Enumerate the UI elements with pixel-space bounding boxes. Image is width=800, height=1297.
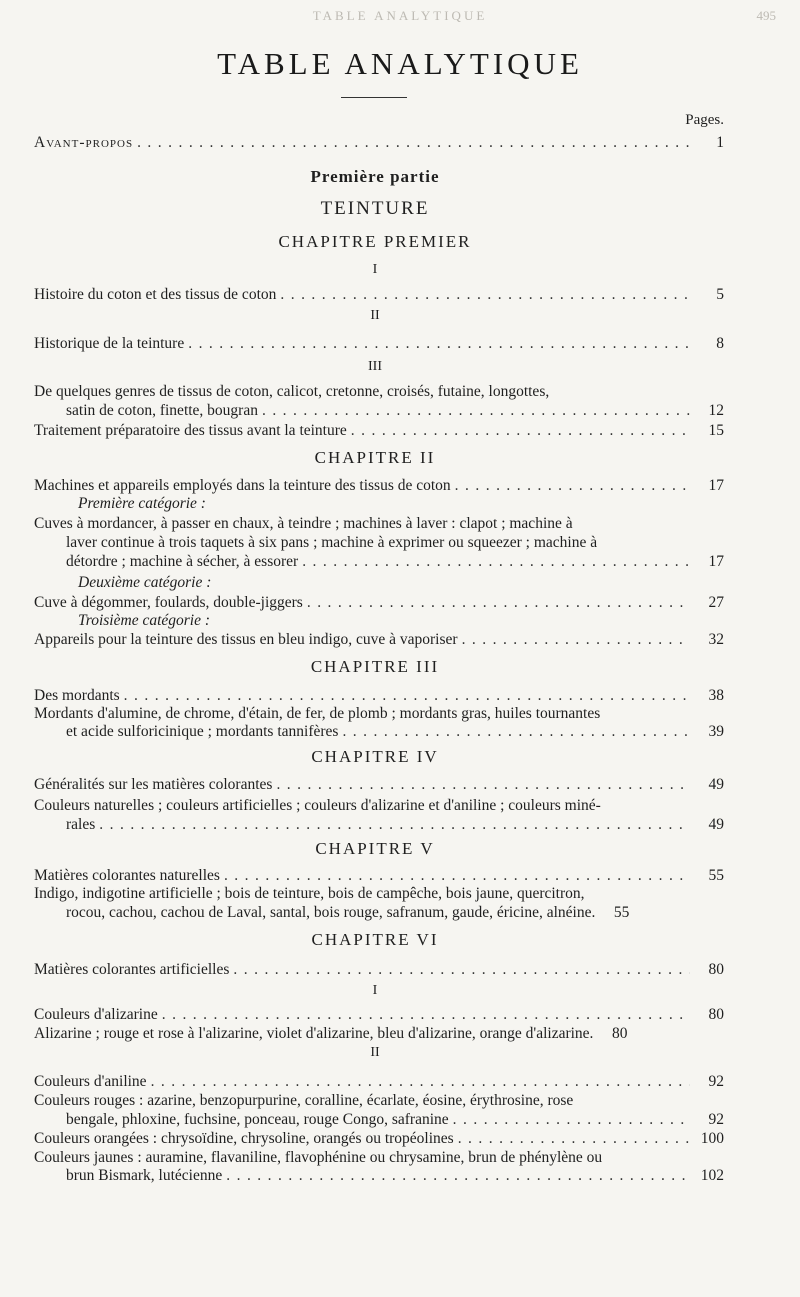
toc-entry	[34, 1005, 724, 1024]
toc-entry-text: rales	[66, 816, 96, 833]
toc-entry	[34, 476, 724, 495]
toc-entry-text: Couleurs orangées : chrysoïdine, chrysoline, orangés ou tropéolines	[34, 1130, 454, 1147]
toc-entry	[34, 421, 724, 440]
toc-entry	[34, 1072, 724, 1091]
subsection-number: II	[370, 308, 380, 323]
toc-entry-text: Histoire du coton et des tissus de coton	[34, 286, 277, 303]
toc-entry-avant-propos	[34, 133, 724, 152]
leader-dots	[276, 775, 690, 794]
leader-dots	[124, 686, 690, 705]
toc-entry-page: 17	[708, 477, 724, 494]
toc-entry-text: Machines et appareils employés dans la teinture des tissus de coton	[34, 477, 451, 494]
toc-entry-page: 12	[708, 402, 724, 419]
toc-entry-page: 55	[613, 904, 630, 921]
toc-entry-text: Historique de la teinture	[34, 335, 185, 352]
toc-entry-text: Matières colorantes naturelles	[34, 867, 220, 884]
toc-entry	[34, 866, 724, 885]
toc-entry-page: 1	[716, 134, 724, 151]
toc-entry	[66, 401, 724, 420]
leader-dots	[262, 401, 690, 420]
subsection-number: I	[372, 262, 378, 277]
toc-entry-page: 49	[708, 776, 724, 793]
toc-entry-page: 15	[708, 422, 724, 439]
leader-dots	[224, 866, 690, 885]
leader-dots	[226, 1166, 690, 1185]
chapter-heading: CHAPITRE IV	[311, 747, 439, 766]
page-title: TABLE ANALYTIQUE	[217, 46, 583, 81]
toc-entry-page: 5	[716, 286, 724, 303]
leader-dots	[151, 1072, 690, 1091]
leader-dots	[342, 722, 690, 741]
toc-entry-text: Des mordants	[34, 687, 120, 704]
toc-entry-text: Matières colorantes artificielles	[34, 961, 230, 978]
leader-dots	[462, 630, 690, 649]
category-heading: Première catégorie :	[78, 495, 206, 512]
leader-dots	[307, 593, 690, 612]
toc-entry-text: Indigo, indigotine artificielle ; bois de teinture, bois de campêche, bois jaune, quercitron,	[34, 885, 585, 902]
toc-entry-text: et acide sulforicinique ; mordants tannifères	[66, 723, 339, 740]
toc-entry-text: satin de coton, finette, bougran	[66, 402, 258, 419]
toc-entry-text: Traitement préparatoire des tissus avant la teinture	[34, 422, 347, 439]
toc-entry-page: 38	[708, 687, 724, 704]
toc-entry-text: Avant-propos	[34, 134, 134, 151]
toc-entry-page: 32	[708, 631, 724, 648]
leader-dots	[302, 552, 690, 571]
toc-entry-page: 39	[708, 723, 724, 740]
toc-entry-page: 92	[708, 1073, 724, 1090]
toc-entry	[66, 1166, 724, 1185]
chapter-heading: CHAPITRE VI	[311, 930, 439, 949]
toc-entry	[34, 285, 724, 304]
toc-entry-text: Mordants d'alumine, de chrome, d'étain, de fer, de plomb ; mordants gras, huiles tournantes	[34, 705, 601, 722]
category-heading: Troisième catégorie :	[78, 612, 211, 629]
toc-entry	[66, 1110, 724, 1129]
subsection-number: II	[370, 1045, 380, 1060]
toc-entry	[34, 1024, 724, 1043]
toc-entry-text: Cuve à dégommer, foulards, double-jiggers	[34, 594, 303, 611]
leader-dots	[162, 1005, 690, 1024]
toc-entry-page: 100	[700, 1130, 724, 1147]
toc-entry-text: laver continue à trois taquets à six pans ; machine à exprimer ou squeezer ; machine à	[66, 534, 598, 551]
toc-entry-text: Couleurs d'aniline	[34, 1073, 147, 1090]
category-heading: Deuxième catégorie :	[78, 574, 212, 591]
toc-entry-page: 80	[611, 1025, 628, 1042]
toc-entry	[34, 334, 724, 353]
toc-entry	[66, 552, 724, 571]
toc-entry-text: Cuves à mordancer, à passer en chaux, à teindre ; machines à laver : clapot ; machine à	[34, 515, 573, 532]
toc-entry-text: De quelques genres de tissus de coton, calicot, cretonne, croisés, futaine, longottes,	[34, 383, 550, 400]
subsection-number: I	[372, 983, 378, 998]
toc-entry-text: Couleurs d'alizarine	[34, 1006, 158, 1023]
toc-entry-page: 49	[708, 816, 724, 833]
leader-dots	[233, 960, 690, 979]
toc-entry-page: 8	[716, 335, 724, 352]
chapter-heading: CHAPITRE III	[310, 657, 440, 676]
toc-entry-text: bengale, phloxine, fuchsine, ponceau, rouge Congo, safranine	[66, 1111, 449, 1128]
toc-entry	[66, 903, 724, 922]
toc-entry-page: 55	[708, 867, 724, 884]
page-number: 495	[756, 8, 776, 23]
leader-dots	[458, 1129, 690, 1148]
toc-entry	[34, 1129, 724, 1148]
toc-entry-text: Couleurs naturelles ; couleurs artificielles ; couleurs d'alizarine et d'aniline ; couleurs miné-	[34, 797, 601, 814]
leader-dots	[99, 815, 690, 834]
leader-dots	[351, 421, 690, 440]
toc-entry	[66, 722, 724, 741]
toc-entry	[66, 815, 724, 834]
toc-entry-text: brun Bismark, lutécienne	[66, 1167, 223, 1184]
toc-entry-page: 17	[708, 553, 724, 570]
section-heading: TEINTURE	[320, 198, 430, 219]
leader-dots	[453, 1110, 690, 1129]
leader-dots	[188, 334, 690, 353]
toc-entry	[34, 686, 724, 705]
toc-entry	[34, 960, 724, 979]
toc-entry-page: 102	[700, 1167, 724, 1184]
toc-entry-page: 80	[708, 1006, 724, 1023]
toc-entry	[34, 593, 724, 612]
leader-dots	[455, 476, 690, 495]
toc-entry-text: détordre ; machine à sécher, à essorer	[66, 553, 299, 570]
toc-entry-page: 92	[708, 1111, 724, 1128]
title-rule	[341, 97, 407, 98]
pages-column-label: Pages.	[685, 112, 724, 128]
toc-entry-text: Couleurs rouges : azarine, benzopurpurine, coralline, écarlate, éosine, érythrosine, rose	[34, 1092, 574, 1109]
leader-dots	[280, 285, 690, 304]
toc-entry-text: rocou, cachou, cachou de Laval, santal, bois rouge, safranum, gaude, éricine, alnéine.	[66, 904, 596, 921]
chapter-heading: CHAPITRE PREMIER	[278, 232, 472, 251]
toc-entry-text: Appareils pour la teinture des tissus en bleu indigo, cuve à vaporiser	[34, 631, 458, 648]
subsection-number: III	[368, 359, 382, 374]
toc-entry	[34, 775, 724, 794]
toc-entry-page: 27	[708, 594, 724, 611]
toc-entry-text: Alizarine ; rouge et rose à l'alizarine, violet d'alizarine, bleu d'alizarine, orange d'alizarine.	[34, 1025, 594, 1042]
toc-entry-page: 80	[708, 961, 724, 978]
toc-entry	[34, 630, 724, 649]
toc-entry-text: Généralités sur les matières colorantes	[34, 776, 273, 793]
running-head: TABLE ANALYTIQUE	[312, 8, 488, 23]
toc-entry-text: Couleurs jaunes : auramine, flavaniline, flavophénine ou chrysamine, brun de phénylène ou	[34, 1149, 603, 1166]
leader-dots	[137, 133, 690, 152]
chapter-heading: CHAPITRE V	[315, 839, 435, 858]
part-heading: Première partie	[310, 167, 440, 186]
chapter-heading: CHAPITRE II	[314, 448, 436, 467]
